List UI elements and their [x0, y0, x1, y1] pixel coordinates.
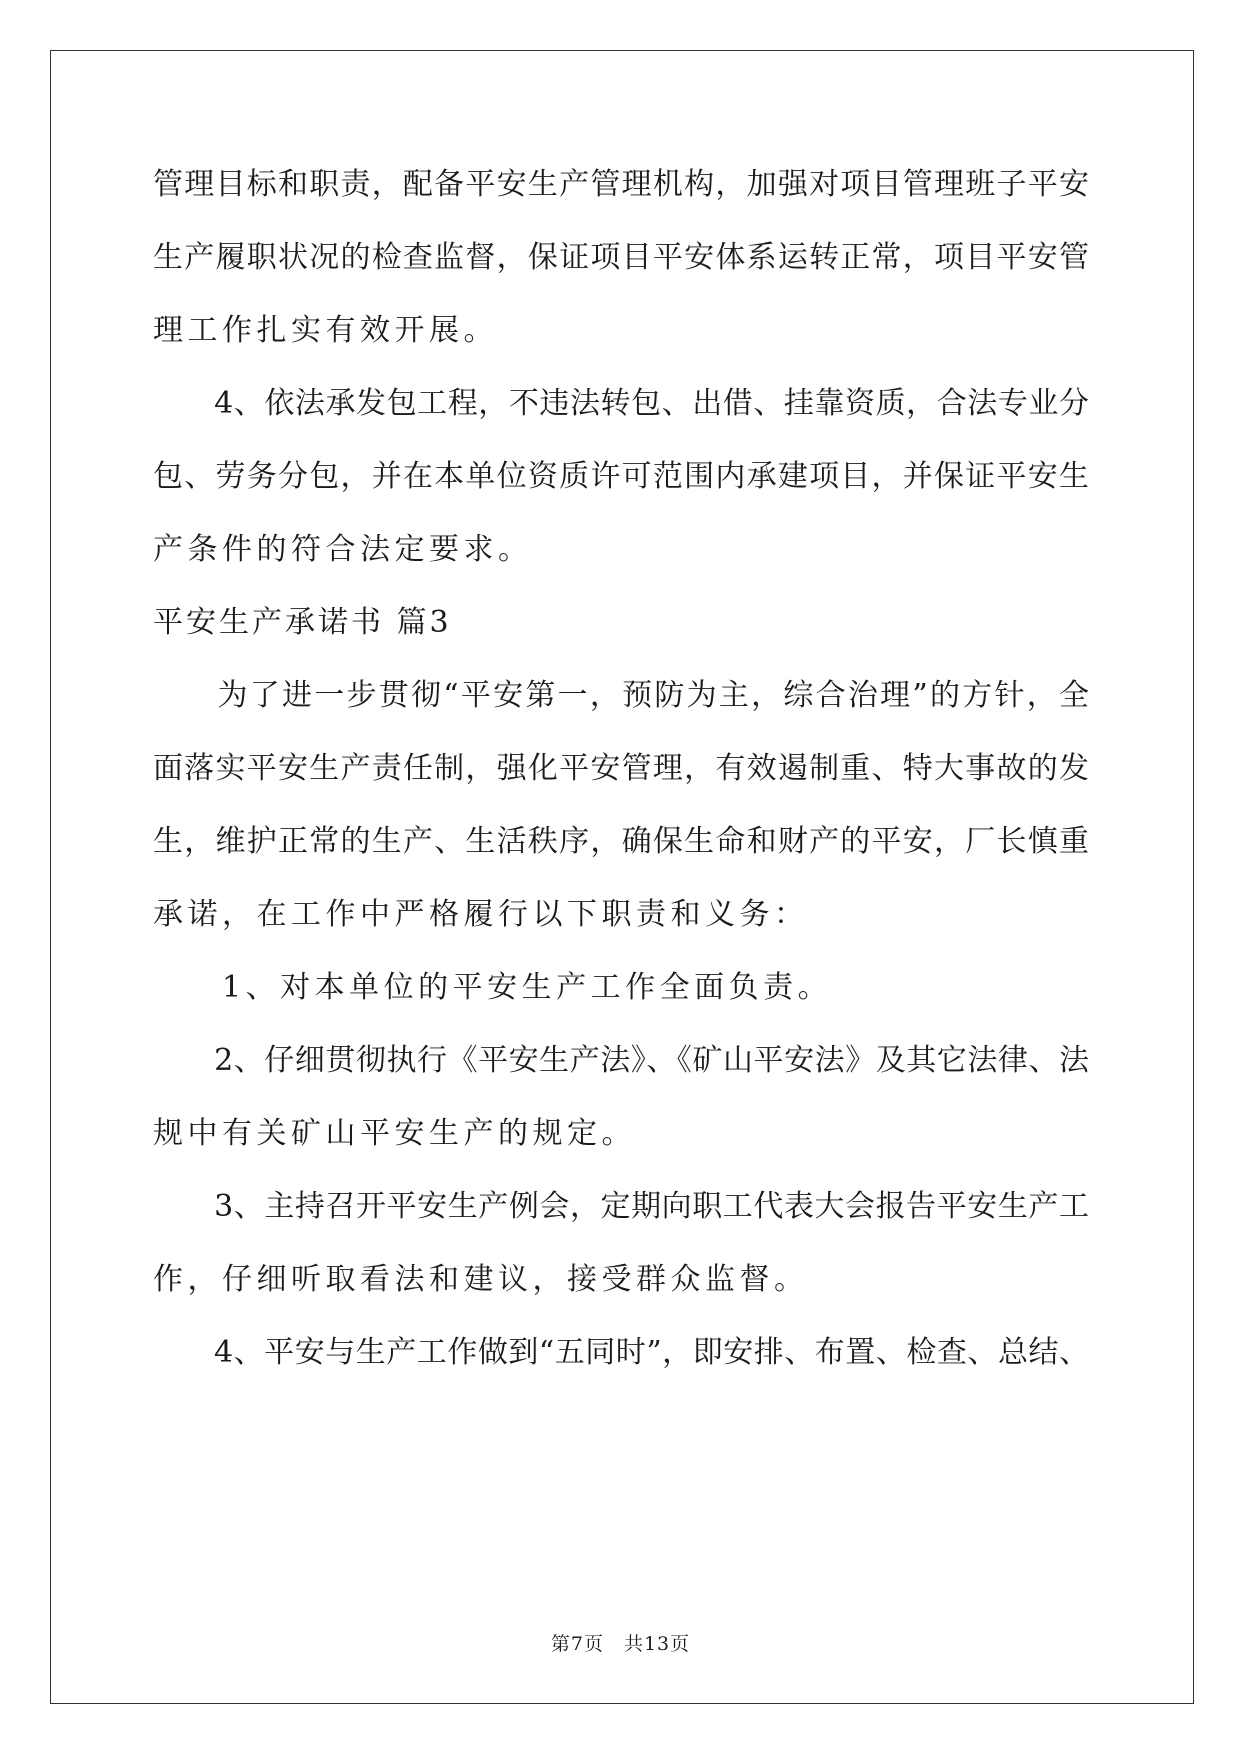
- paragraph-line: 作，仔细听取看法和建议，接受群众监督。: [153, 1262, 809, 1297]
- paragraph-line: 管理目标和职责，配备平安生产管理机构，加强对项目管理班子平安: [153, 167, 1089, 202]
- paragraph-line: 生，维护正常的生产、生活秩序，确保生命和财产的平安，厂长慎重: [153, 824, 1089, 859]
- paragraph-line: 承诺，在工作中严格履行以下职责和义务：: [153, 897, 809, 932]
- page-border: [50, 50, 1194, 1704]
- paragraph-line: 1、对本单位的平安生产工作全面负责。: [153, 970, 833, 1005]
- paragraph-line: 产条件的符合法定要求。: [153, 532, 533, 567]
- paragraph-line: 2、仔细贯彻执行《平安生产法》、《矿山平安法》及其它法律、法: [153, 1043, 1089, 1078]
- paragraph-line: 3、主持召开平安生产例会，定期向职工代表大会报告平安生产工: [153, 1189, 1089, 1224]
- paragraph-line: 生产履职状况的检查监督，保证项目平安体系运转正常，项目平安管: [153, 240, 1089, 275]
- paragraph-line: 4、平安与生产工作做到“五同时”，即安排、布置、检查、总结、: [153, 1335, 1089, 1370]
- paragraph-line: 理工作扎实有效开展。: [153, 313, 498, 348]
- paragraph-line: 为了进一步贯彻“平安第一，预防为主，综合治理”的方针，全: [153, 678, 1089, 713]
- paragraph-line: 4、依法承发包工程，不违法转包、出借、挂靠资质，合法专业分: [153, 386, 1089, 421]
- section-heading: 平安生产承诺书 篇3: [153, 605, 452, 640]
- paragraph-line: 包、劳务分包，并在本单位资质许可范围内承建项目，并保证平安生: [153, 459, 1089, 494]
- paragraph-line: 规中有关矿山平安生产的规定。: [153, 1116, 636, 1151]
- page-number-footer: 第7页 共13页: [550, 1633, 691, 1655]
- paragraph-line: 面落实平安生产责任制，强化平安管理，有效遏制重、特大事故的发: [153, 751, 1089, 786]
